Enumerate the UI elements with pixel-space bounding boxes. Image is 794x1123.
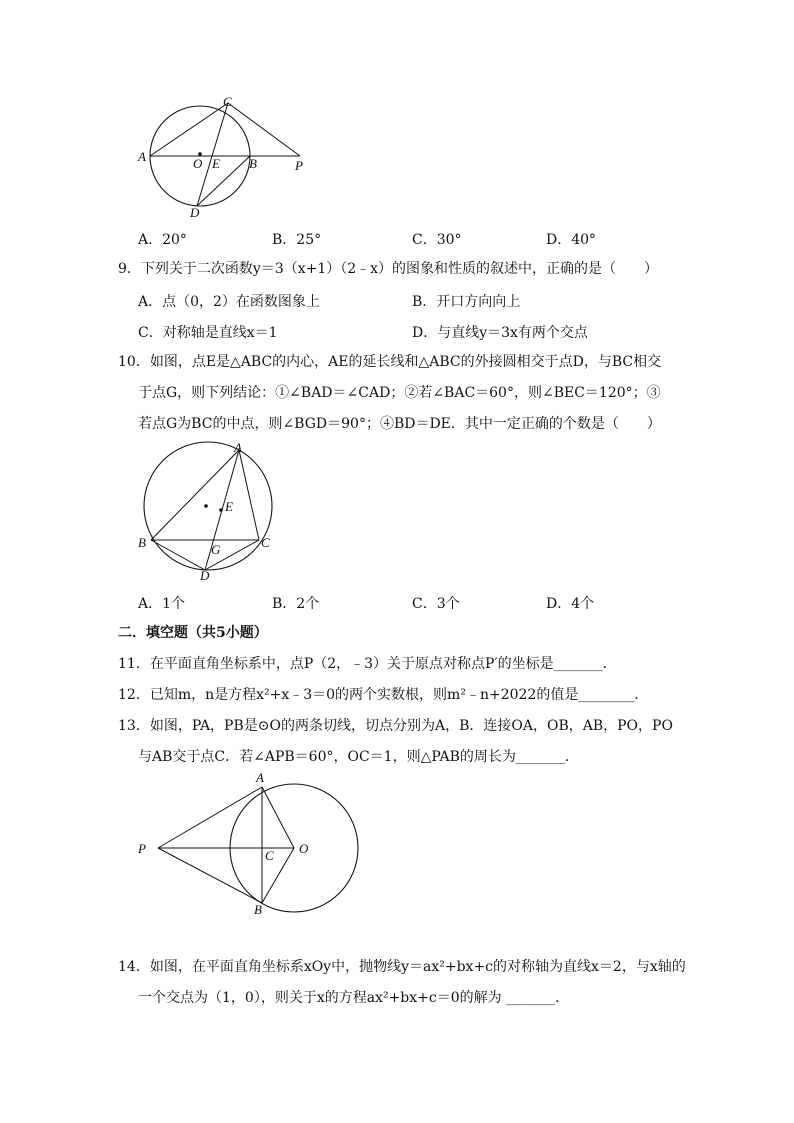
label-o: O (193, 156, 203, 171)
line-ao (262, 787, 294, 848)
q11-text: 11．在平面直角坐标系中，点P（2，﹣3）关于原点对称点P′的坐标是_______． (118, 656, 617, 672)
label-p: P (295, 158, 303, 173)
q13-line-1: 13．如图，PA，PB是⊙O的两条切线，切点分别为A，B．连接OA，OB，AB，PO，PO (118, 718, 673, 734)
label-c: C (261, 535, 270, 550)
q10-option-c: C．3个 (412, 596, 460, 612)
tangent-pb (158, 848, 262, 903)
label-b: B (254, 902, 262, 917)
q10-line-1: 10．如图，点E是△ABC的内心，AE的延长线和△ABC的外接圆相交于点D，与BC相交 (118, 354, 662, 370)
label-e: E (225, 499, 233, 514)
label-o: O (299, 841, 309, 856)
section-heading-fill-in: 二．填空题（共5小题） (118, 625, 268, 641)
figure-q10 (135, 440, 285, 585)
q10-option-b: B．2个 (272, 596, 320, 612)
figure-q13 (130, 768, 370, 918)
q14-line-2: 一个交点为（1，0），则关于x的方程ax²+bx+c＝0的解为 _______． (138, 990, 570, 1006)
tangent-pa (158, 787, 262, 848)
q9-option-c: C．对称轴是直线x＝1 (138, 325, 278, 341)
circumcenter-dot (204, 504, 208, 508)
label-g: G (211, 542, 221, 557)
q10-line-2: 于点G，则下列结论：①∠BAD＝∠CAD；②若∠BAC＝60°，则∠BEC＝120°；③ (138, 385, 661, 401)
q8-option-c: C．30° (412, 232, 462, 248)
q9-stem: 9．下列关于二次函数y＝3（x+1）（2﹣x）的图象和性质的叙述中，正确的是（ ） (118, 261, 659, 277)
incenter-dot (219, 508, 223, 512)
label-b: B (249, 156, 257, 171)
q8-option-b: B．25° (272, 232, 322, 248)
q14-line-1: 14．如图，在平面直角坐标系xOy中，抛物线y＝ax²+bx+c的对称轴为直线x＝2，与x轴的 (118, 959, 686, 975)
label-a: A (234, 440, 242, 455)
label-d: D (190, 205, 200, 220)
figure-q8 (130, 90, 320, 225)
q13-line-2: 与AB交于点C．若∠APB＝60°，OC＝1，则△PAB的周长为_______． (138, 749, 579, 765)
q9-option-d: D．与直线y＝3x有两个交点 (412, 325, 588, 341)
label-e: E (212, 156, 220, 171)
label-b: B (138, 535, 146, 550)
q12-text: 12．已知m，n是方程x²+x﹣3＝0的两个实数根，则m²﹣n+2022的值是________． (118, 687, 649, 703)
q10-option-a: A．1个 (138, 596, 186, 612)
q10-line-3: 若点G为BC的中点，则∠BGD＝90°；④BD＝DE．其中一定正确的个数是（ ） (138, 416, 661, 432)
label-c: C (265, 848, 274, 863)
q10-option-d: D．4个 (546, 596, 595, 612)
label-d: D (200, 568, 210, 583)
q8-option-a: A．20° (138, 232, 187, 248)
label-a: A (138, 149, 146, 164)
label-a: A (256, 770, 264, 785)
line-cp (228, 103, 300, 156)
line-bd (151, 540, 205, 570)
q8-option-d: D．40° (546, 232, 597, 248)
q9-option-a: A．点（0，2）在函数图象上 (138, 294, 320, 310)
label-p: P (138, 841, 146, 856)
line-ac (150, 103, 228, 156)
q9-option-b: B．开口方向向上 (412, 294, 521, 310)
circumcircle (144, 442, 272, 570)
label-c: C (223, 94, 232, 109)
